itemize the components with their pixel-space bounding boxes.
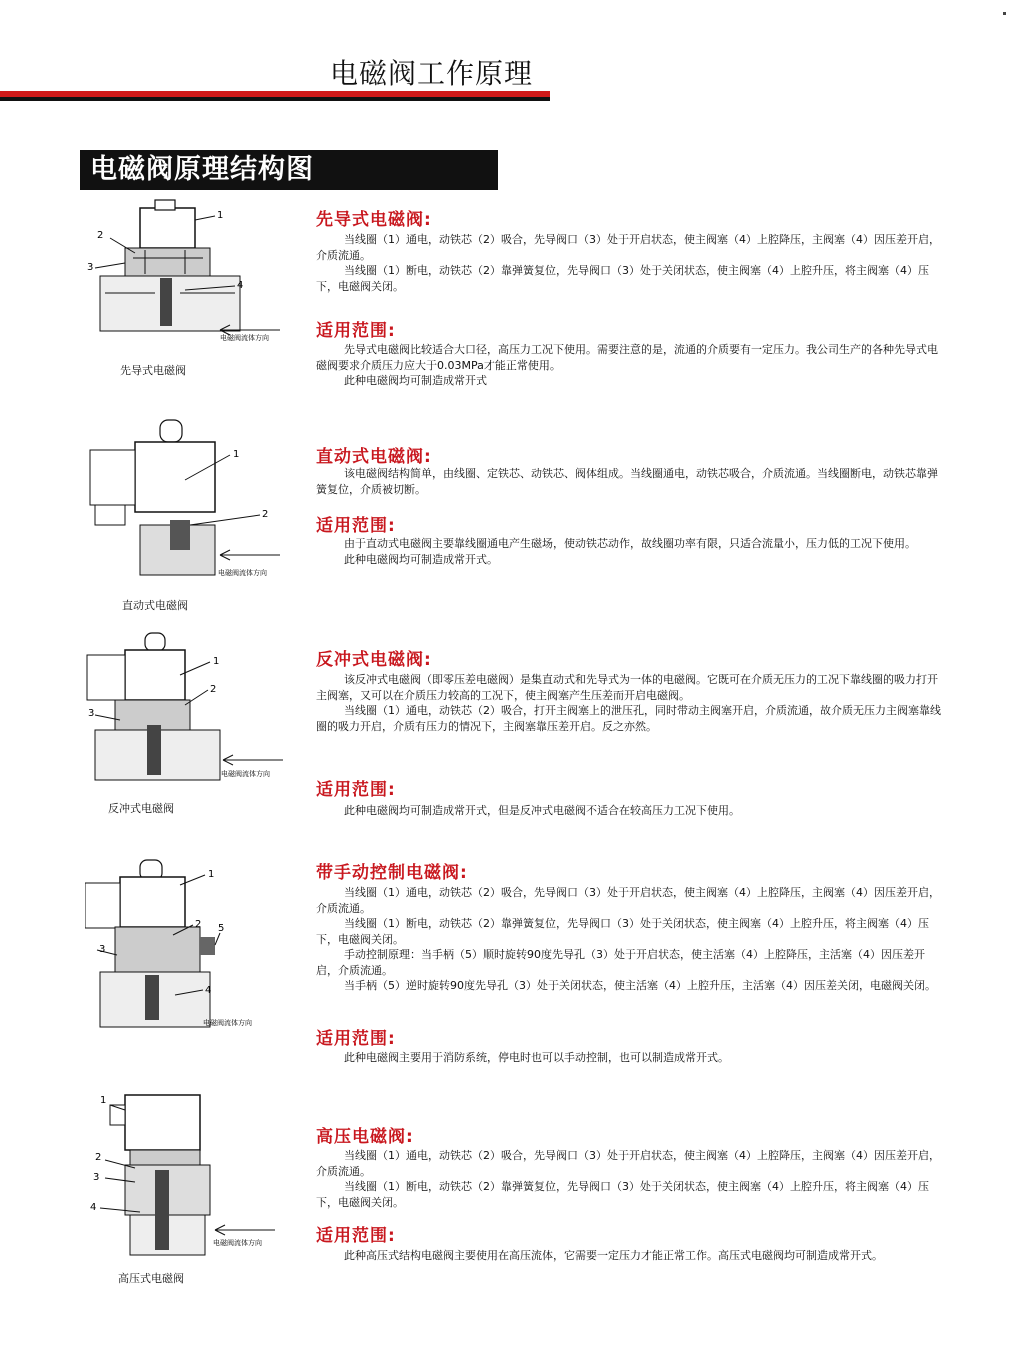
- label-1: 1: [208, 869, 215, 880]
- label-5: 5: [218, 923, 225, 934]
- high-pressure-valve-heading: 高压电磁阀:: [316, 1127, 414, 1147]
- label-1: 1: [213, 656, 220, 667]
- manual-valve-scope: [316, 1050, 946, 1066]
- paragraph: 当线圈（1）断电，动铁芯（2）靠弹簧复位，先导阀口（3）处于关闭状态，使主阀塞（4）上腔升压，将主阀塞（4）压下，电磁阀关闭。: [316, 264, 929, 293]
- manual-valve-scope-heading: 适用范围:: [316, 1029, 396, 1049]
- title-rule-black: [0, 97, 550, 101]
- paragraph: 当线圈（1）断电，动铁芯（2）靠弹簧复位，先导阀口（3）处于关闭状态，使主阀塞（4）上腔升压，将主阀塞（4）压下，电磁阀关闭。: [316, 917, 929, 946]
- section-banner: 电磁阀原理结构图: [80, 150, 498, 190]
- flow-direction-label: 电磁阀流体方向: [218, 569, 267, 577]
- pilot-valve-scope-heading: 适用范围:: [316, 321, 396, 341]
- paragraph: 由于直动式电磁阀主要靠线圈通电产生磁场，使动铁芯动作，故线圈功率有限，只适合流量小，压力低的工况下使用。: [344, 537, 916, 550]
- direct-valve-scope-heading: 适用范围:: [316, 516, 396, 536]
- corner-mark: [1003, 12, 1006, 15]
- paragraph: 当线圈（1）通电，动铁芯（2）吸合，先导阀口（3）处于开启状态，使主阀塞（4）上腔降压，主阀塞（4）因压差开启，介质流通。: [316, 233, 940, 262]
- label-2: 2: [195, 919, 202, 930]
- direct-valve-scope: [316, 536, 946, 567]
- direct-valve-heading: 直动式电磁阀:: [316, 447, 432, 467]
- paragraph: 该反冲式电磁阀（即零压差电磁阀）是集直动式和先导式为一体的电磁阀。它既可在介质无压力的工况下靠线圈的吸力打开主阀塞，又可以在介质压力较高的工况下，使主阀塞产生压差而开启电磁阀。: [316, 673, 938, 702]
- paragraph: 手动控制原理：当手柄（5）顺时旋转90度先导孔（3）处于开启状态，使主活塞（4）上腔降压，主活塞（4）因压差开启，介质流通。: [316, 948, 925, 977]
- pilot-valve-scope: [316, 342, 946, 389]
- label-4: 4: [237, 280, 244, 291]
- flow-direction-label: 电磁阀流体方向: [221, 770, 270, 778]
- label-3: 3: [88, 708, 95, 719]
- high-pressure-valve-diagram: [85, 1090, 305, 1260]
- paragraph: 此种电磁阀均可制造成常开式，但是反冲式电磁阀不适合在较高压力工况下使用。: [344, 804, 740, 817]
- paragraph: 此种电磁阀主要用于消防系统，停电时也可以手动控制，也可以制造成常开式。: [344, 1051, 729, 1064]
- high-pressure-valve-scope-heading: 适用范围:: [316, 1226, 396, 1246]
- recoil-valve-heading: 反冲式电磁阀:: [316, 650, 432, 670]
- flow-direction-label: 电磁阀流体方向: [213, 1239, 262, 1247]
- recoil-valve-scope: [316, 803, 946, 819]
- label-2: 2: [95, 1152, 102, 1163]
- high-pressure-valve-caption: 高压式电磁阀: [118, 1272, 184, 1285]
- recoil-valve-diagram: [85, 630, 305, 790]
- label-3: 3: [99, 944, 106, 955]
- label-2: 2: [262, 509, 269, 520]
- recoil-valve-description: [316, 672, 946, 734]
- label-3: 3: [87, 262, 94, 273]
- pilot-valve-caption: 先导式电磁阀: [120, 364, 186, 377]
- manual-valve-description: [316, 885, 946, 994]
- direct-valve-diagram: [85, 415, 305, 585]
- paragraph: 此种电磁阀均可制造成常开式: [344, 374, 487, 387]
- pilot-valve-diagram: [85, 198, 305, 358]
- flow-direction-label: 电磁阀流体方向: [220, 334, 269, 342]
- label-4: 4: [90, 1202, 97, 1213]
- recoil-valve-caption: 反冲式电磁阀: [108, 802, 174, 815]
- direct-valve-description: [316, 466, 946, 497]
- label-1: 1: [217, 210, 224, 221]
- manual-valve-diagram: [85, 855, 305, 1035]
- recoil-valve-scope-heading: 适用范围:: [316, 780, 396, 800]
- paragraph: 当线圈（1）通电，动铁芯（2）吸合，打开主阀塞上的泄压孔，同时带动主阀塞开启，介质流通，故介质无压力主阀塞靠线圈的吸力开启，介质有压力的情况下，主阀塞靠压差开启。反之亦然。: [316, 704, 941, 733]
- paragraph: 当线圈（1）断电，动铁芯（2）靠弹簧复位，先导阀口（3）处于关闭状态，使主阀塞（4）上腔升压，将主阀塞（4）压下，电磁阀关闭。: [316, 1180, 929, 1209]
- paragraph: 先导式电磁阀比较适合大口径，高压力工况下使用。需要注意的是，流通的介质要有一定压力。我公司生产的各种先导式电磁阀要求介质压力应大于0.03MPa才能正常使用。: [316, 343, 938, 372]
- manual-valve-heading: 带手动控制电磁阀:: [316, 863, 468, 883]
- label-1: 1: [233, 449, 240, 460]
- paragraph: 此种电磁阀均可制造成常开式。: [344, 552, 498, 566]
- label-3: 3: [93, 1172, 100, 1183]
- paragraph: 当手柄（5）逆时旋转90度先导孔（3）处于关闭状态，使主活塞（4）上腔升压，主活塞（4）因压差关闭，电磁阀关闭。: [344, 979, 936, 992]
- label-2: 2: [97, 230, 104, 241]
- flow-direction-label: 电磁阀流体方向: [203, 1019, 252, 1027]
- direct-valve-caption: 直动式电磁阀: [122, 599, 188, 612]
- pilot-valve-description: [316, 232, 946, 294]
- label-1: 1: [100, 1095, 107, 1106]
- page-title: 电磁阀工作原理: [330, 57, 534, 90]
- high-pressure-valve-description: [316, 1148, 946, 1210]
- paragraph: 此种高压式结构电磁阀主要使用在高压流体，它需要一定压力才能正常工作。高压式电磁阀均可制造成常开式。: [344, 1249, 883, 1262]
- pilot-valve-heading: 先导式电磁阀:: [316, 210, 432, 230]
- high-pressure-valve-scope: [316, 1248, 946, 1264]
- paragraph: 当线圈（1）通电，动铁芯（2）吸合，先导阀口（3）处于开启状态，使主阀塞（4）上腔降压，主阀塞（4）因压差开启，介质流通。: [316, 1149, 940, 1178]
- label-2: 2: [210, 684, 217, 695]
- label-4: 4: [205, 985, 212, 996]
- paragraph: 当线圈（1）通电，动铁芯（2）吸合，先导阀口（3）处于开启状态，使主阀塞（4）上腔降压，主阀塞（4）因压差开启，介质流通。: [316, 886, 940, 915]
- paragraph: 该电磁阀结构简单，由线圈、定铁芯、动铁芯、阀体组成。当线圈通电，动铁芯吸合，介质流通。当线圈断电，动铁芯靠弹簧复位，介质被切断。: [316, 467, 938, 496]
